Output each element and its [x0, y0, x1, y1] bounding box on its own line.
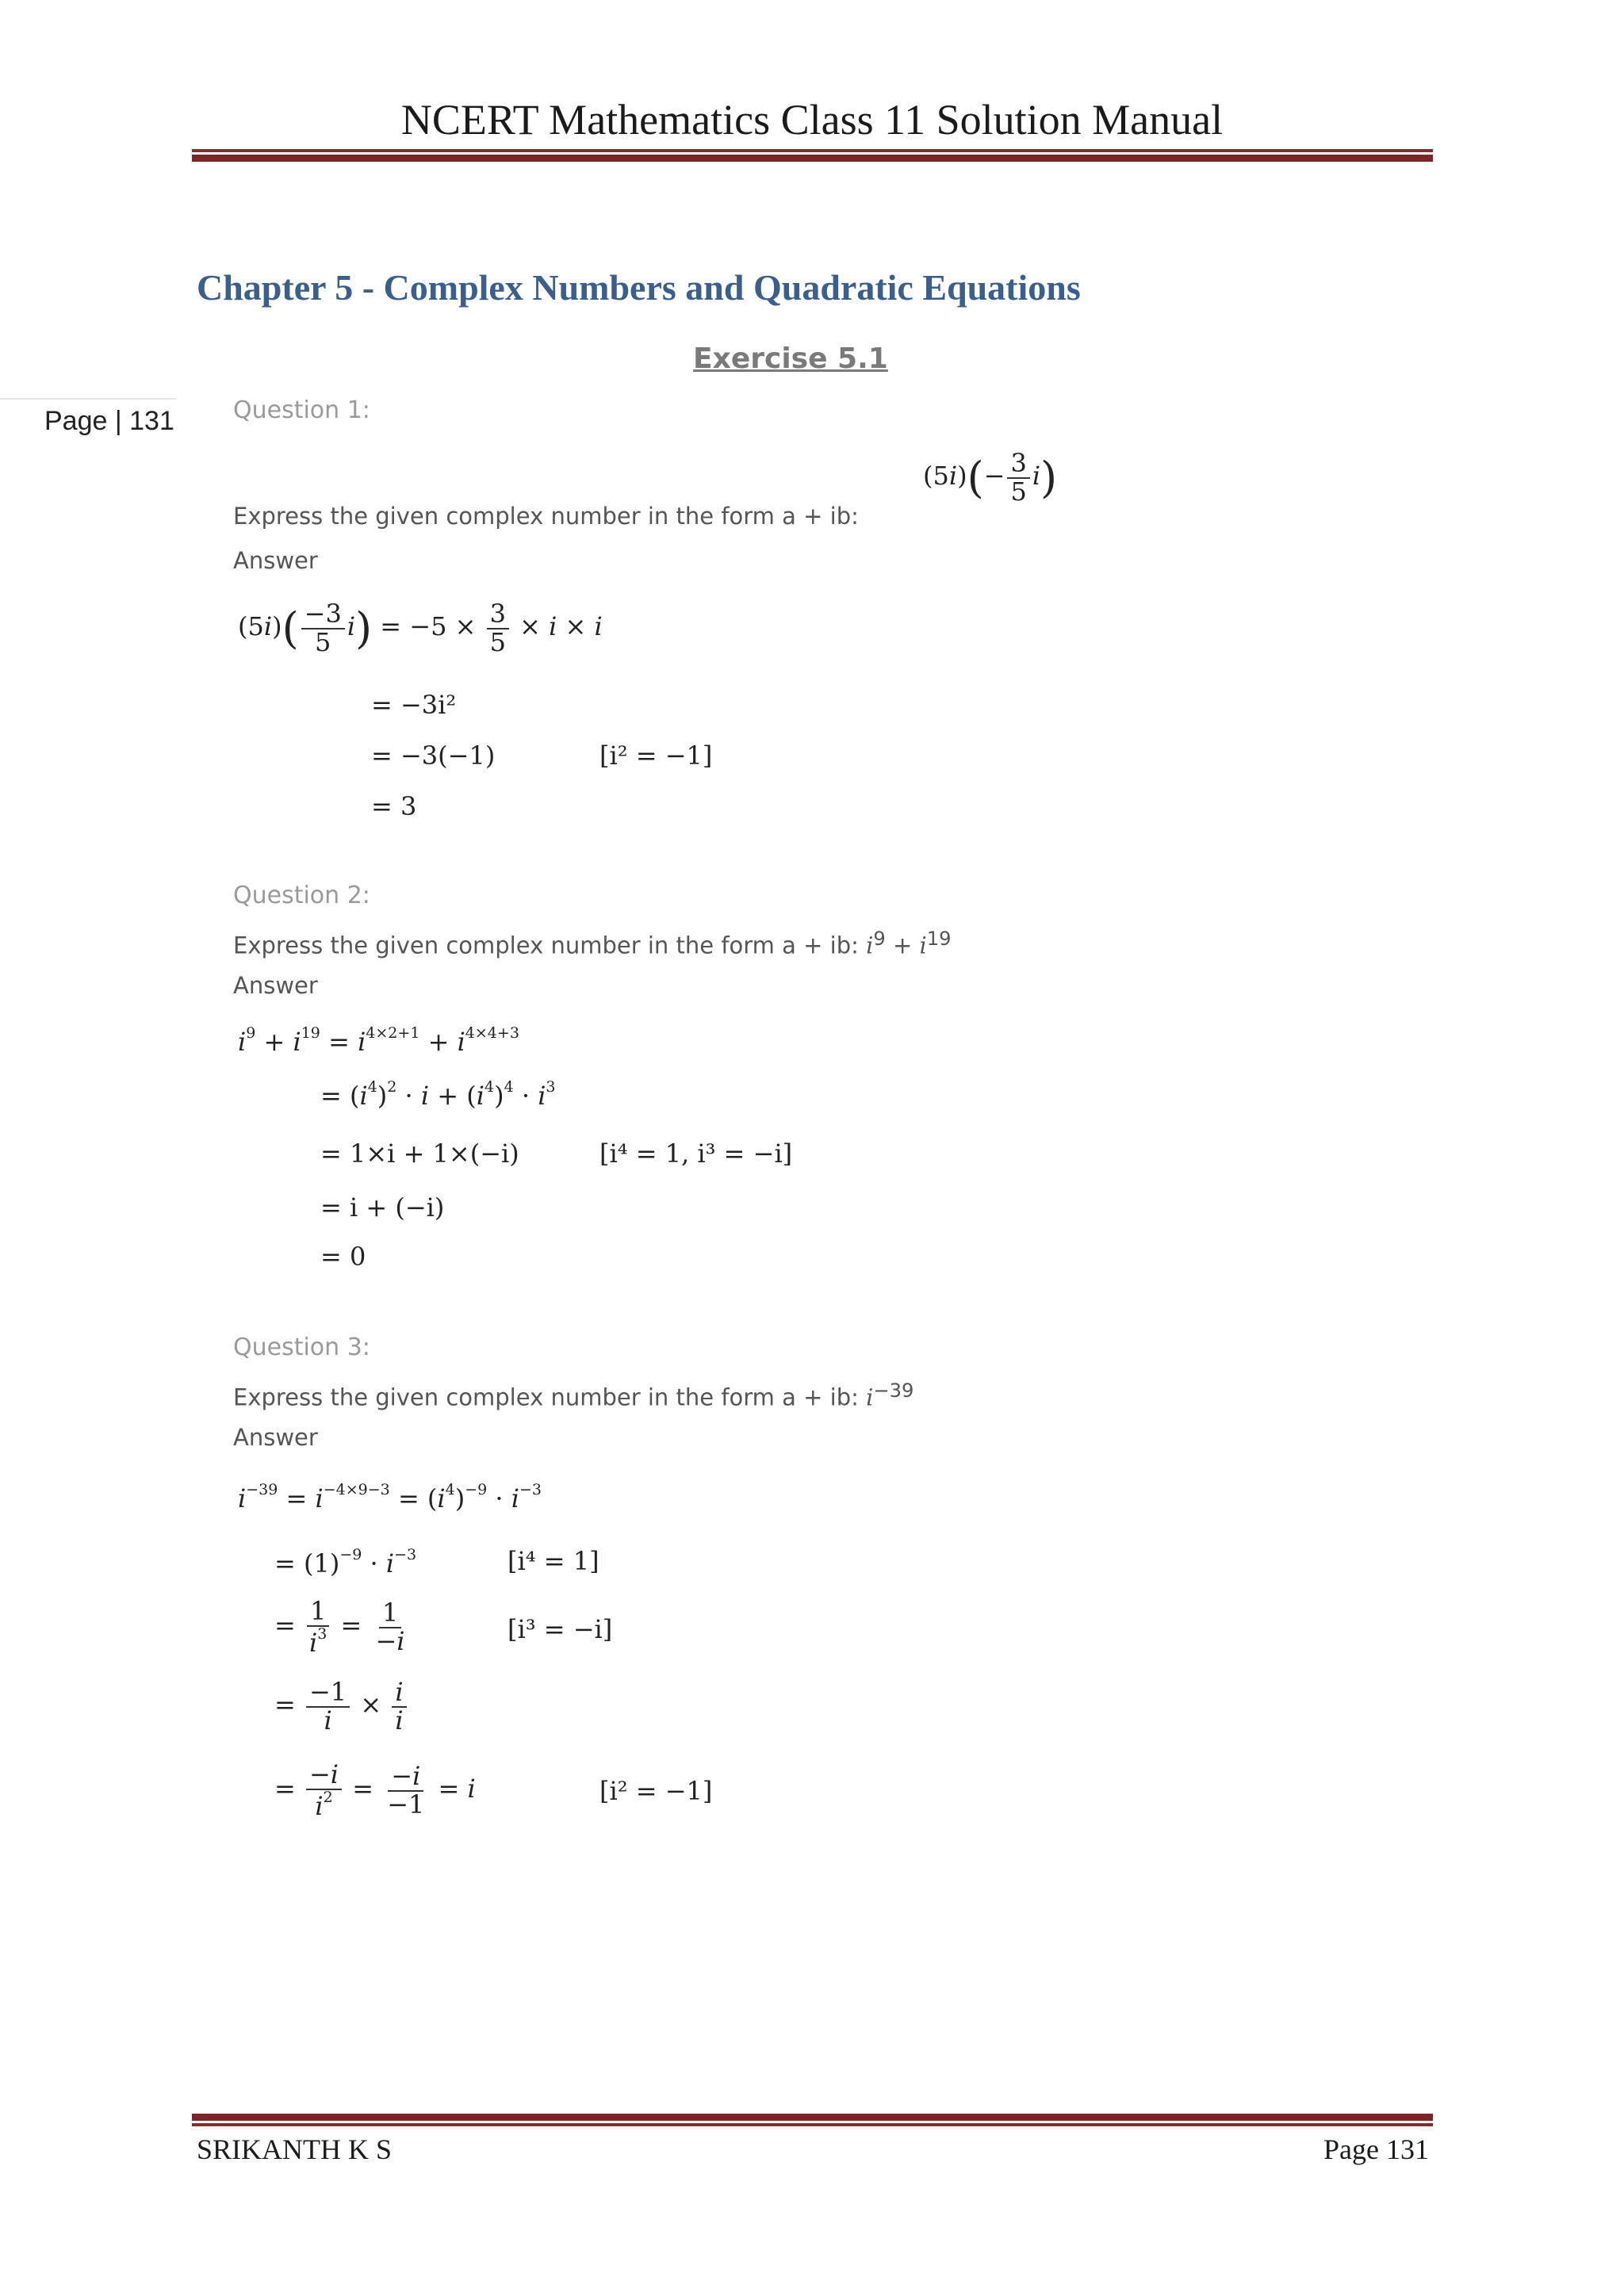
question-3-answer-label: Answer	[233, 1424, 318, 1451]
question-1-prompt: Express the given complex number in the form a + ib:	[233, 503, 859, 530]
question-2-prompt: Express the given complex number in the form a + ib:	[233, 932, 859, 959]
exercise-title: Exercise 5.1	[693, 342, 888, 375]
question-1-expression: (5i)(− $\frac{3}{5}$ i)	[923, 448, 1058, 507]
question-2-step-3: = i + (−i)	[320, 1192, 445, 1223]
side-page-rule	[0, 398, 176, 400]
question-1-heading: Question 1:	[233, 396, 370, 424]
question-2-step-4: = 0	[320, 1242, 366, 1272]
footer-rule-thick	[192, 2114, 1433, 2121]
header-rule-thin	[192, 149, 1433, 152]
footer-rule-thin	[192, 2123, 1433, 2126]
footer-author: SRIKANTH K S	[197, 2133, 393, 2165]
footer-page-number: Page 131	[1323, 2133, 1429, 2165]
side-page-number: Page | 131	[44, 406, 174, 436]
question-3-step-1: = $(1)^{-9} \cdot i^{-3}$	[274, 1546, 417, 1578]
question-3-prompt: Express the given complex number in the form a + ib:	[233, 1383, 859, 1411]
question-2-prompt-row: Express the given complex number in the form a + ib: $i^9 + i^{19}$	[233, 928, 952, 959]
question-2-step-1: = $(i^4)^2 \cdot i + (i^4)^4 \cdot i^3$	[320, 1078, 556, 1111]
question-3-step-0: $i^{-39} = i^{-4\times 9-3} = (i^4)^{-9} \cdot i^{-3}$	[238, 1481, 542, 1513]
question-1-step-3: = 3	[371, 791, 417, 821]
question-3-note-3: [i² = −1]	[599, 1776, 713, 1806]
question-3-note-1: [i⁴ = 1]	[508, 1546, 599, 1576]
question-2-note: [i⁴ = 1, i³ = −i]	[599, 1138, 793, 1169]
question-3-heading: Question 3:	[233, 1334, 370, 1361]
question-3-step-2: = $\frac{1}{i^3}$ = $\frac{1}{-i}$	[274, 1596, 405, 1658]
question-1-step-1: = −3i²	[371, 690, 457, 720]
question-3-step-3: = $\frac{-1}{i}$ × $\frac{i}{i}$	[274, 1679, 409, 1734]
chapter-title: Chapter 5 - Complex Numbers and Quadratic Equations	[197, 267, 1081, 308]
question-2-answer-label: Answer	[233, 972, 318, 999]
question-2-step-0: $i^9 + i^{19} = i^{4\times 2+1} + i^{4\times 4+3}$	[238, 1024, 519, 1057]
question-3-step-4: = $\frac{-i}{i^2}$ = $\frac{-i}{-1}$ = i	[274, 1759, 476, 1821]
question-3-prompt-row: Express the given complex number in the form a + ib: $i^{-39}$	[233, 1380, 914, 1411]
question-1-note: [i² = −1]	[599, 740, 713, 771]
question-3-note-2: [i³ = −i]	[508, 1614, 613, 1644]
header-rule-thick	[192, 155, 1433, 162]
question-2-heading: Question 2:	[233, 882, 370, 909]
question-1-step-2: = −3(−1)	[371, 740, 496, 771]
question-2-step-2: = 1×i + 1×(−i)	[320, 1138, 519, 1169]
running-header-title: NCERT Mathematics Class 11 Solution Manual	[400, 96, 1224, 144]
question-1-answer-label: Answer	[233, 547, 318, 574]
question-1-step-0: (5i)( $\frac{-3}{5}$ i) = −5 × $\frac{3}{5}$ × i × i	[238, 599, 603, 657]
